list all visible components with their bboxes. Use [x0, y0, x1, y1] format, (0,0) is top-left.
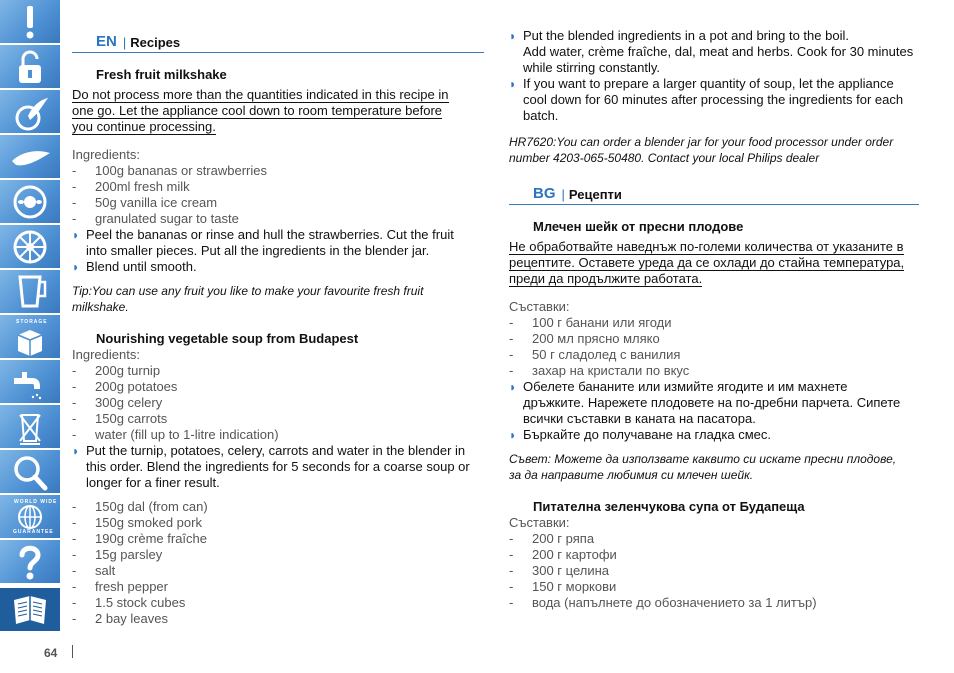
en-section-header	[72, 33, 484, 53]
step	[509, 76, 919, 124]
list-item: - захар на кристали по вкус	[509, 363, 919, 379]
page-number-divider	[72, 645, 73, 658]
exclamation-icon[interactable]	[0, 0, 60, 44]
list-item: - 150g dal (from can)	[72, 499, 484, 515]
order-note-line: HR7620:You can order a blender jar for your food processor under order	[509, 135, 894, 149]
en-warning-line: you continue processing.	[72, 119, 216, 134]
step-line: Put the blended ingredients in a pot and bring to the boil.	[523, 28, 849, 43]
en-milkshake-title: Fresh fruit milkshake	[96, 67, 227, 82]
en-ingredients-label: Ingredients:	[72, 147, 140, 162]
list-item: - 15g parsley	[72, 547, 484, 563]
citrus-press-icon[interactable]	[0, 225, 60, 269]
header-separator: |	[561, 187, 565, 202]
list-item: - fresh pepper	[72, 579, 484, 595]
bullet-icon: ◗	[509, 428, 517, 442]
question-icon[interactable]	[0, 540, 60, 584]
list-item: - granulated sugar to taste	[72, 211, 484, 227]
bg-warning-line: рецептите. Оставете уреда да се охлади до стайна температура,	[509, 255, 905, 270]
bg-milkshake-title: Млечен шейк от пресни плодове	[533, 219, 744, 234]
list-item: - 150 г моркови	[509, 579, 919, 595]
list-item: - 300g celery	[72, 395, 484, 411]
step-line: cool down for 60 minutes after processing the ingredients for each	[523, 92, 904, 107]
blender-jar-icon[interactable]	[0, 270, 60, 314]
list-item: - 200 г ряпа	[509, 531, 919, 547]
en-soup-ingredients-label: Ingredients:	[72, 347, 140, 362]
step-line: всички съставки в каната на пасатора.	[523, 411, 756, 426]
list-item: - 200 г картофи	[509, 547, 919, 563]
list-item: - 200g potatoes	[72, 379, 484, 395]
bg-section-title: Рецепти	[568, 187, 622, 202]
en-warning-line: one go. Let the appliance cool down to room temperature before	[72, 103, 443, 118]
guarantee-bottom-label: GUARANTEE	[13, 529, 54, 535]
bullet-icon: ◗	[72, 260, 80, 274]
list-item: - salt	[72, 563, 484, 579]
step-line: batch.	[523, 108, 559, 123]
step-line: Обелете бананите или измийте ягодите и им махнете	[523, 379, 848, 394]
bg-warning-line: преди да продължите работата.	[509, 271, 703, 286]
page-number: 64	[44, 646, 58, 660]
step-line: longer for a finer result.	[86, 475, 220, 490]
order-note-line: number 4203-065-50480. Contact your local Philips dealer	[509, 151, 820, 165]
sidebar	[0, 0, 60, 636]
en-section-title: Recipes	[130, 35, 181, 50]
list-item: - 150g carrots	[72, 411, 484, 427]
list-item: - 100 г банани или ягоди	[509, 315, 919, 331]
en-tip-line: Tip:You can use any fruit you like to make your favourite fresh fruit	[72, 284, 424, 298]
book-icon[interactable]	[0, 588, 60, 632]
step-line: while stirring constantly.	[523, 60, 661, 75]
step-line: Put the turnip, potatoes, celery, carrots and water in the blender in	[86, 443, 466, 458]
en-soup-title: Nourishing vegetable soup from Budapest	[96, 331, 359, 346]
step-line: this order. Blend the ingredients for 5 seconds for a coarse soup or	[86, 459, 470, 474]
knife-disc-icon[interactable]	[0, 135, 60, 179]
list-item: - 50g vanilla ice cream	[72, 195, 484, 211]
list-item: - 1.5 stock cubes	[72, 595, 484, 611]
list-item: - 200g turnip	[72, 363, 484, 379]
bullet-icon: ◗	[509, 380, 517, 394]
step-line: Бъркайте до получаване на гладка смес.	[523, 427, 771, 442]
list-item: - 200ml fresh milk	[72, 179, 484, 195]
bg-tip-line: за да направите любимия си млечен шейк.	[509, 468, 754, 482]
step	[509, 427, 919, 443]
bullet-icon: ◗	[509, 77, 517, 91]
bg-tip-line: Съвет: Можете да използвате каквито си искате пресни плодове,	[509, 452, 897, 466]
globe-guarantee-icon[interactable]	[0, 495, 60, 539]
step	[72, 443, 484, 491]
bg-section-header	[509, 185, 919, 205]
bin-icon[interactable]	[0, 405, 60, 449]
step-line: дръжките. Нарежете плодовете на по-дребни парчета. Сипете	[523, 395, 901, 410]
bullet-icon: ◗	[72, 444, 80, 458]
en-language-code: EN	[96, 33, 117, 50]
bg-soup-title: Питателна зеленчукова супа от Будапеща	[533, 499, 805, 514]
en-warning-line: Do not process more than the quantities indicated in this recipe in	[72, 87, 449, 102]
bullet-icon: ◗	[72, 228, 80, 242]
list-item: - 100g bananas or strawberries	[72, 163, 484, 179]
magnifier-icon[interactable]	[0, 450, 60, 494]
bullet-icon: ◗	[509, 29, 517, 43]
list-item: - 150g smoked pork	[72, 515, 484, 531]
guarantee-top-label: WORLD WIDE	[14, 499, 58, 505]
list-item: - 2 bay leaves	[72, 611, 484, 627]
step-line: into smaller pieces. Put all the ingredients in the blender jar.	[86, 243, 430, 258]
lock-icon[interactable]	[0, 45, 60, 89]
step	[509, 379, 919, 427]
step	[72, 227, 484, 259]
bg-ingredients-label: Съставки:	[509, 299, 570, 314]
step-line: Add water, crème fraîche, dal, meat and herbs. Cook for 30 minutes	[523, 44, 914, 59]
list-item: - 200 мл прясно мляко	[509, 331, 919, 347]
blade-icon[interactable]	[0, 90, 60, 134]
storage-box-icon[interactable]	[0, 315, 60, 359]
list-item: - water (fill up to 1-litre indication)	[72, 427, 484, 443]
list-item: - 300 г целина	[509, 563, 919, 579]
list-item: - 190g crème fraîche	[72, 531, 484, 547]
list-item: - 50 г сладолед с ванилия	[509, 347, 919, 363]
header-separator: |	[122, 35, 127, 50]
step-line: Blend until smooth.	[86, 259, 197, 274]
list-item: - вода (напълнете до обозначението за 1 литър)	[509, 595, 919, 611]
bg-soup-ingredients-label: Съставки:	[509, 515, 570, 530]
step	[509, 28, 919, 44]
step	[72, 259, 484, 275]
step-line: If you want to prepare a larger quantity of soup, let the appliance	[523, 76, 894, 91]
storage-label: STORAGE	[16, 319, 48, 325]
disc-icon[interactable]	[0, 180, 60, 224]
en-tip-line: milkshake.	[72, 300, 129, 314]
faucet-icon[interactable]	[0, 360, 60, 404]
bg-language-code: BG	[533, 185, 556, 202]
bg-warning-line: Не обработвайте наведнъж по-големи количества от указаните в	[509, 239, 904, 254]
step-line: Peel the bananas or rinse and hull the strawberries. Cut the fruit	[86, 227, 454, 242]
